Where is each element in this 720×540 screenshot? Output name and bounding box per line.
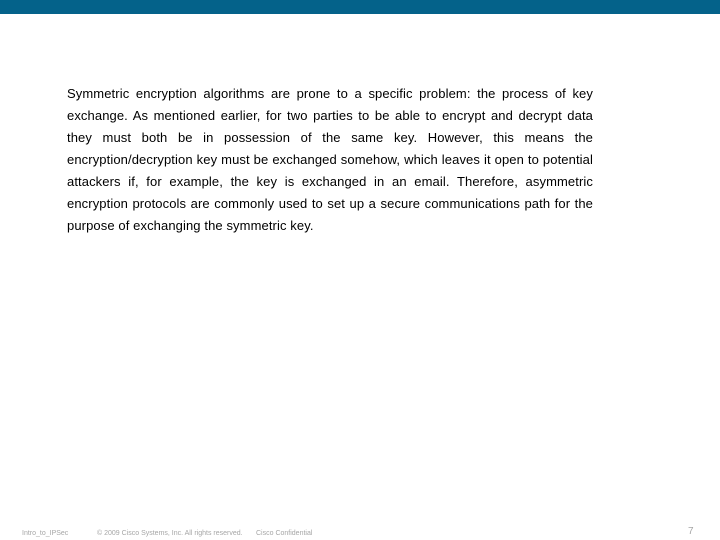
footer-copyright: © 2009 Cisco Systems, Inc. All rights reserved. [97,530,243,537]
page-number: 7 [688,526,694,537]
footer-filename: Intro_to_IPSec [22,530,69,537]
top-banner-bar [0,0,720,14]
body-paragraph: Symmetric encryption algorithms are prone to a specific problem: the process of key exchange. As mentioned earlier, for two parties to be able to encrypt and decrypt data they must both be in possession of the same key. However, this means the encryption/decryption key must be exchanged somehow, which leaves it open to potential attackers if, for example, the key is exchanged in an email. Therefore, asymmetric encryption protocols are commonly used to set up a secure communications path for the purpose of exchanging the symmetric key. [67,86,593,233]
footer-confidential-label: Cisco Confidential [256,530,313,537]
